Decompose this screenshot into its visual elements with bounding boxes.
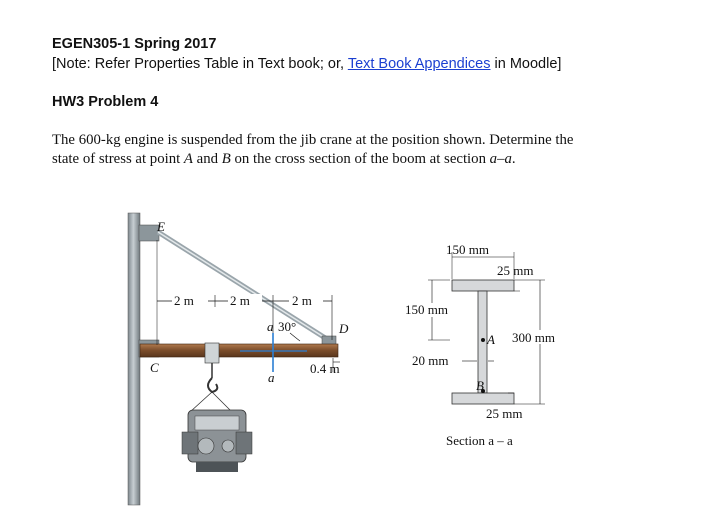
section-mark-bottom: a (268, 370, 275, 385)
section-ref: a–a (489, 151, 512, 167)
angle-label: 30° (278, 319, 297, 334)
dim-flange-width: 150 mm (446, 242, 489, 257)
dim-bottom-thickness: 25 mm (486, 406, 523, 421)
section-mark-top: a (267, 319, 274, 334)
point-b-label: B (476, 378, 484, 393)
dim-flange-thickness: 25 mm (497, 263, 534, 278)
point-a-label: A (487, 332, 495, 347)
trolley (205, 343, 219, 363)
note-suffix: in Moodle] (490, 56, 562, 72)
dim-seg-1: 2 m (174, 293, 194, 308)
boom (140, 344, 338, 357)
offset-label: 0.4 m (310, 361, 340, 376)
point-e-label: E (157, 219, 165, 234)
appendices-link[interactable]: Text Book Appendices (347, 56, 491, 72)
crane-column (128, 213, 140, 505)
point-a-ref: A (183, 151, 193, 167)
problem-text-2: and (192, 151, 222, 167)
dim-depth: 300 mm (512, 330, 555, 345)
rod-end-d (322, 336, 336, 345)
engine (182, 410, 252, 472)
problem-line-1: The 600-kg engine is suspended from the jib crane at the position shown. Determine the (52, 132, 574, 148)
dim-seg-2: 2 m (230, 293, 250, 308)
note-prefix: [Note: Refer Properties Table in Text book; or, (52, 56, 348, 72)
point-d-label: D (339, 321, 349, 336)
dim-seg-3: 2 m (292, 293, 312, 308)
hook (208, 378, 217, 392)
section-caption: Section a – a (446, 433, 513, 448)
problem-text-3: on the cross section of the boom at section (230, 151, 490, 167)
column-bracket-top (139, 225, 159, 241)
problem-heading: HW3 Problem 4 (52, 94, 159, 110)
problem-text-4: . (511, 151, 516, 167)
point-b-ref: B (221, 151, 231, 167)
point-c-label: C (150, 360, 159, 375)
dim-height: 150 mm (405, 302, 448, 317)
page-title: EGEN305-1 Spring 2017 (52, 36, 217, 52)
problem-text-1: state of stress at point (52, 151, 184, 167)
dim-web: 20 mm (412, 353, 449, 368)
